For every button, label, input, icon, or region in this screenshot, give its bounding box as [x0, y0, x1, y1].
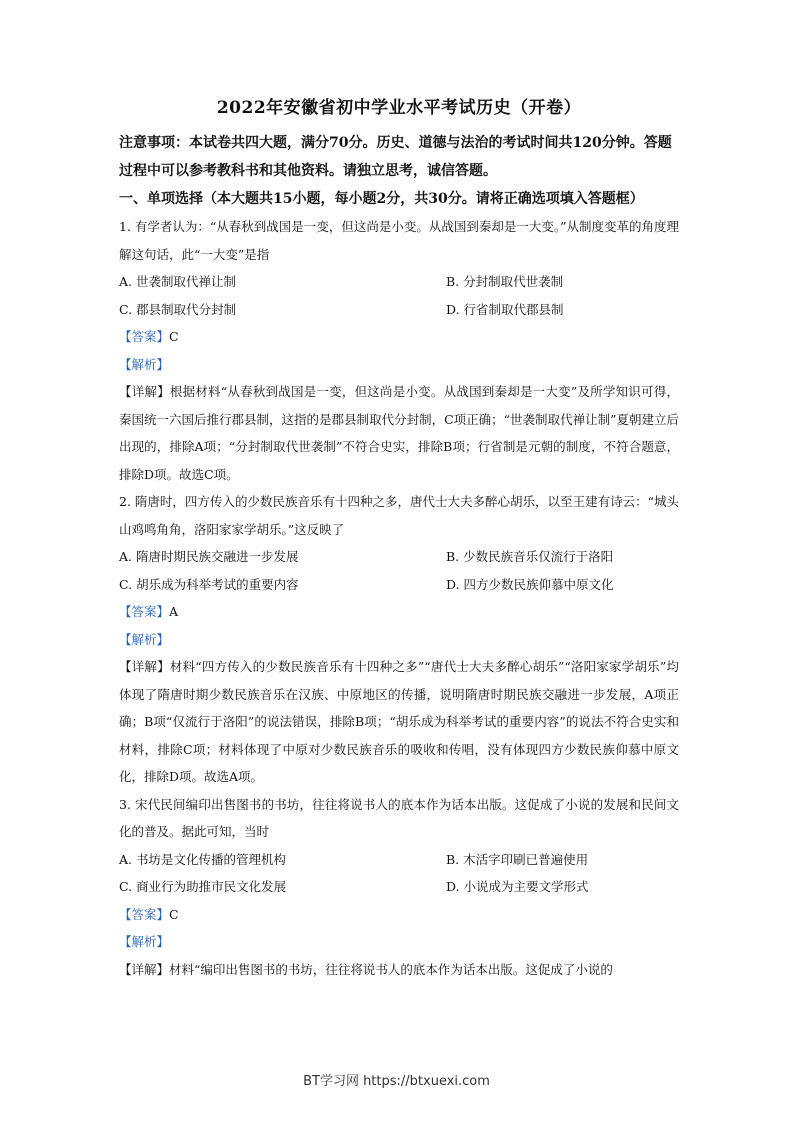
option-a: A. 书坊是文化传播的管理机构: [119, 851, 286, 867]
page-title: 2022年安徽省初中学业水平考试历史（开卷）: [216, 98, 582, 118]
answer-tag: 【答案】: [119, 906, 170, 922]
option-a: A. 世袭制取代禅让制: [119, 274, 236, 289]
option-c: C. 郡县制取代分封制: [119, 301, 237, 317]
analysis-tag: 【解析】: [119, 356, 170, 372]
question-options: [119, 543, 679, 598]
answer-tag: 【答案】: [119, 604, 170, 619]
question-2: [119, 488, 679, 791]
question-options: [119, 846, 679, 901]
detail-paragraph: [119, 956, 679, 984]
page-content: [119, 95, 679, 983]
option-b: B. 分封制取代世袭制: [446, 274, 564, 289]
detail-text: 材料“编印出售图书的书坊，往往将说书人的底本作为话本出版。这促成了小说的: [169, 961, 613, 977]
option-a: A. 隋唐时期民族交融进一步发展: [119, 549, 299, 564]
answer-value: A: [169, 604, 179, 619]
option-d: D. 行省制取代郡县制: [446, 301, 564, 317]
detail-paragraph: [119, 378, 679, 488]
detail-tag: 【详解】: [119, 659, 170, 674]
option-b: B. 木活字印刷已普遍使用: [446, 851, 589, 867]
answer-tag: 【答案】: [119, 329, 170, 344]
analysis-tag: 【解析】: [119, 934, 170, 949]
question-stem: 1. 有学者认为：“从春秋到战国是一变，但这尚是小变。从战国到秦却是一大变。”从制度变革的角度理解这句话，此“一大变”是指: [119, 219, 679, 262]
detail-text: 根据材料“从春秋到战国是一变，但这尚是小变。从战国到秦却是一大变”及所学知识可得，秦国统一六国后推行郡县制，这指的是郡县制取代分封制，C项正确；“世袭制取代禅让制”夏朝建立后出现的，排除A项；“分封制取代世袭制”不符合史实，排除B项；行省制是元朝的制度，不符合题意，排除D项。故选C项。: [119, 384, 679, 482]
detail-text: 材料“四方传入的少数民族音乐有十四种之多”“唐代士大夫多醉心胡乐”“洛阳家家学胡乐”均体现了隋唐时期少数民族音乐在汉族、中原地区的传播，说明隋唐时期民族交融进一步发展，A项正确；B项“仅流行于洛阳”的说法错误，排除B项；“胡乐成为科举考试的重要内容”的说法不符合史实和材料，排除C项；材料体现了中原对少数民族音乐的吸收和传唱，没有体现四方少数民族仰慕中原文化，排除D项。故选A项。: [119, 659, 679, 784]
detail-tag: 【详解】: [119, 384, 170, 399]
answer-line: [119, 598, 679, 626]
question-3: [119, 791, 679, 984]
option-c: C. 商业行为助推市民文化发展: [119, 879, 287, 894]
analysis-line: [119, 928, 679, 956]
answer-value: C: [169, 329, 179, 344]
site-footer: BT学习网 https://btxuexi.com: [303, 1074, 490, 1089]
exam-notice: 注意事项：本试卷共四大题，满分70分。历史、道德与法治的考试时间共120分钟。答题过程中可以参考教科书和其他资料。请独立思考，诚信答题。: [119, 135, 672, 179]
option-d: D. 四方少数民族仰慕中原文化: [446, 576, 614, 592]
section-heading: 一、单项选择（本大题共15小题，每小题2分，共30分。请将正确选项填入答题框）: [119, 191, 644, 207]
answer-value: C: [169, 906, 179, 922]
question-stem: 3. 宋代民间编印出售图书的书坊，往往将说书人的底本作为话本出版。这促成了小说的发展和民间文化的普及。据此可知，当时: [119, 796, 679, 839]
option-d: D. 小说成为主要文学形式: [446, 879, 589, 894]
question-options: [119, 268, 679, 323]
detail-paragraph: [119, 653, 679, 791]
answer-line: [119, 901, 679, 929]
analysis-line: [119, 626, 679, 654]
option-c: C. 胡乐成为科举考试的重要内容: [119, 576, 299, 592]
question-1: [119, 213, 679, 488]
answer-line: [119, 323, 679, 351]
analysis-tag: 【解析】: [119, 631, 170, 647]
option-b: B. 少数民族音乐仅流行于洛阳: [446, 549, 614, 564]
question-stem: 2. 隋唐时，四方传入的少数民族音乐有十四种之多，唐代士大夫多醉心胡乐，以至王建有诗云：“城头山鸡鸣角角，洛阳家家学胡乐。”这反映了: [119, 494, 679, 537]
analysis-line: [119, 351, 679, 379]
detail-tag: 【详解】: [119, 961, 170, 977]
